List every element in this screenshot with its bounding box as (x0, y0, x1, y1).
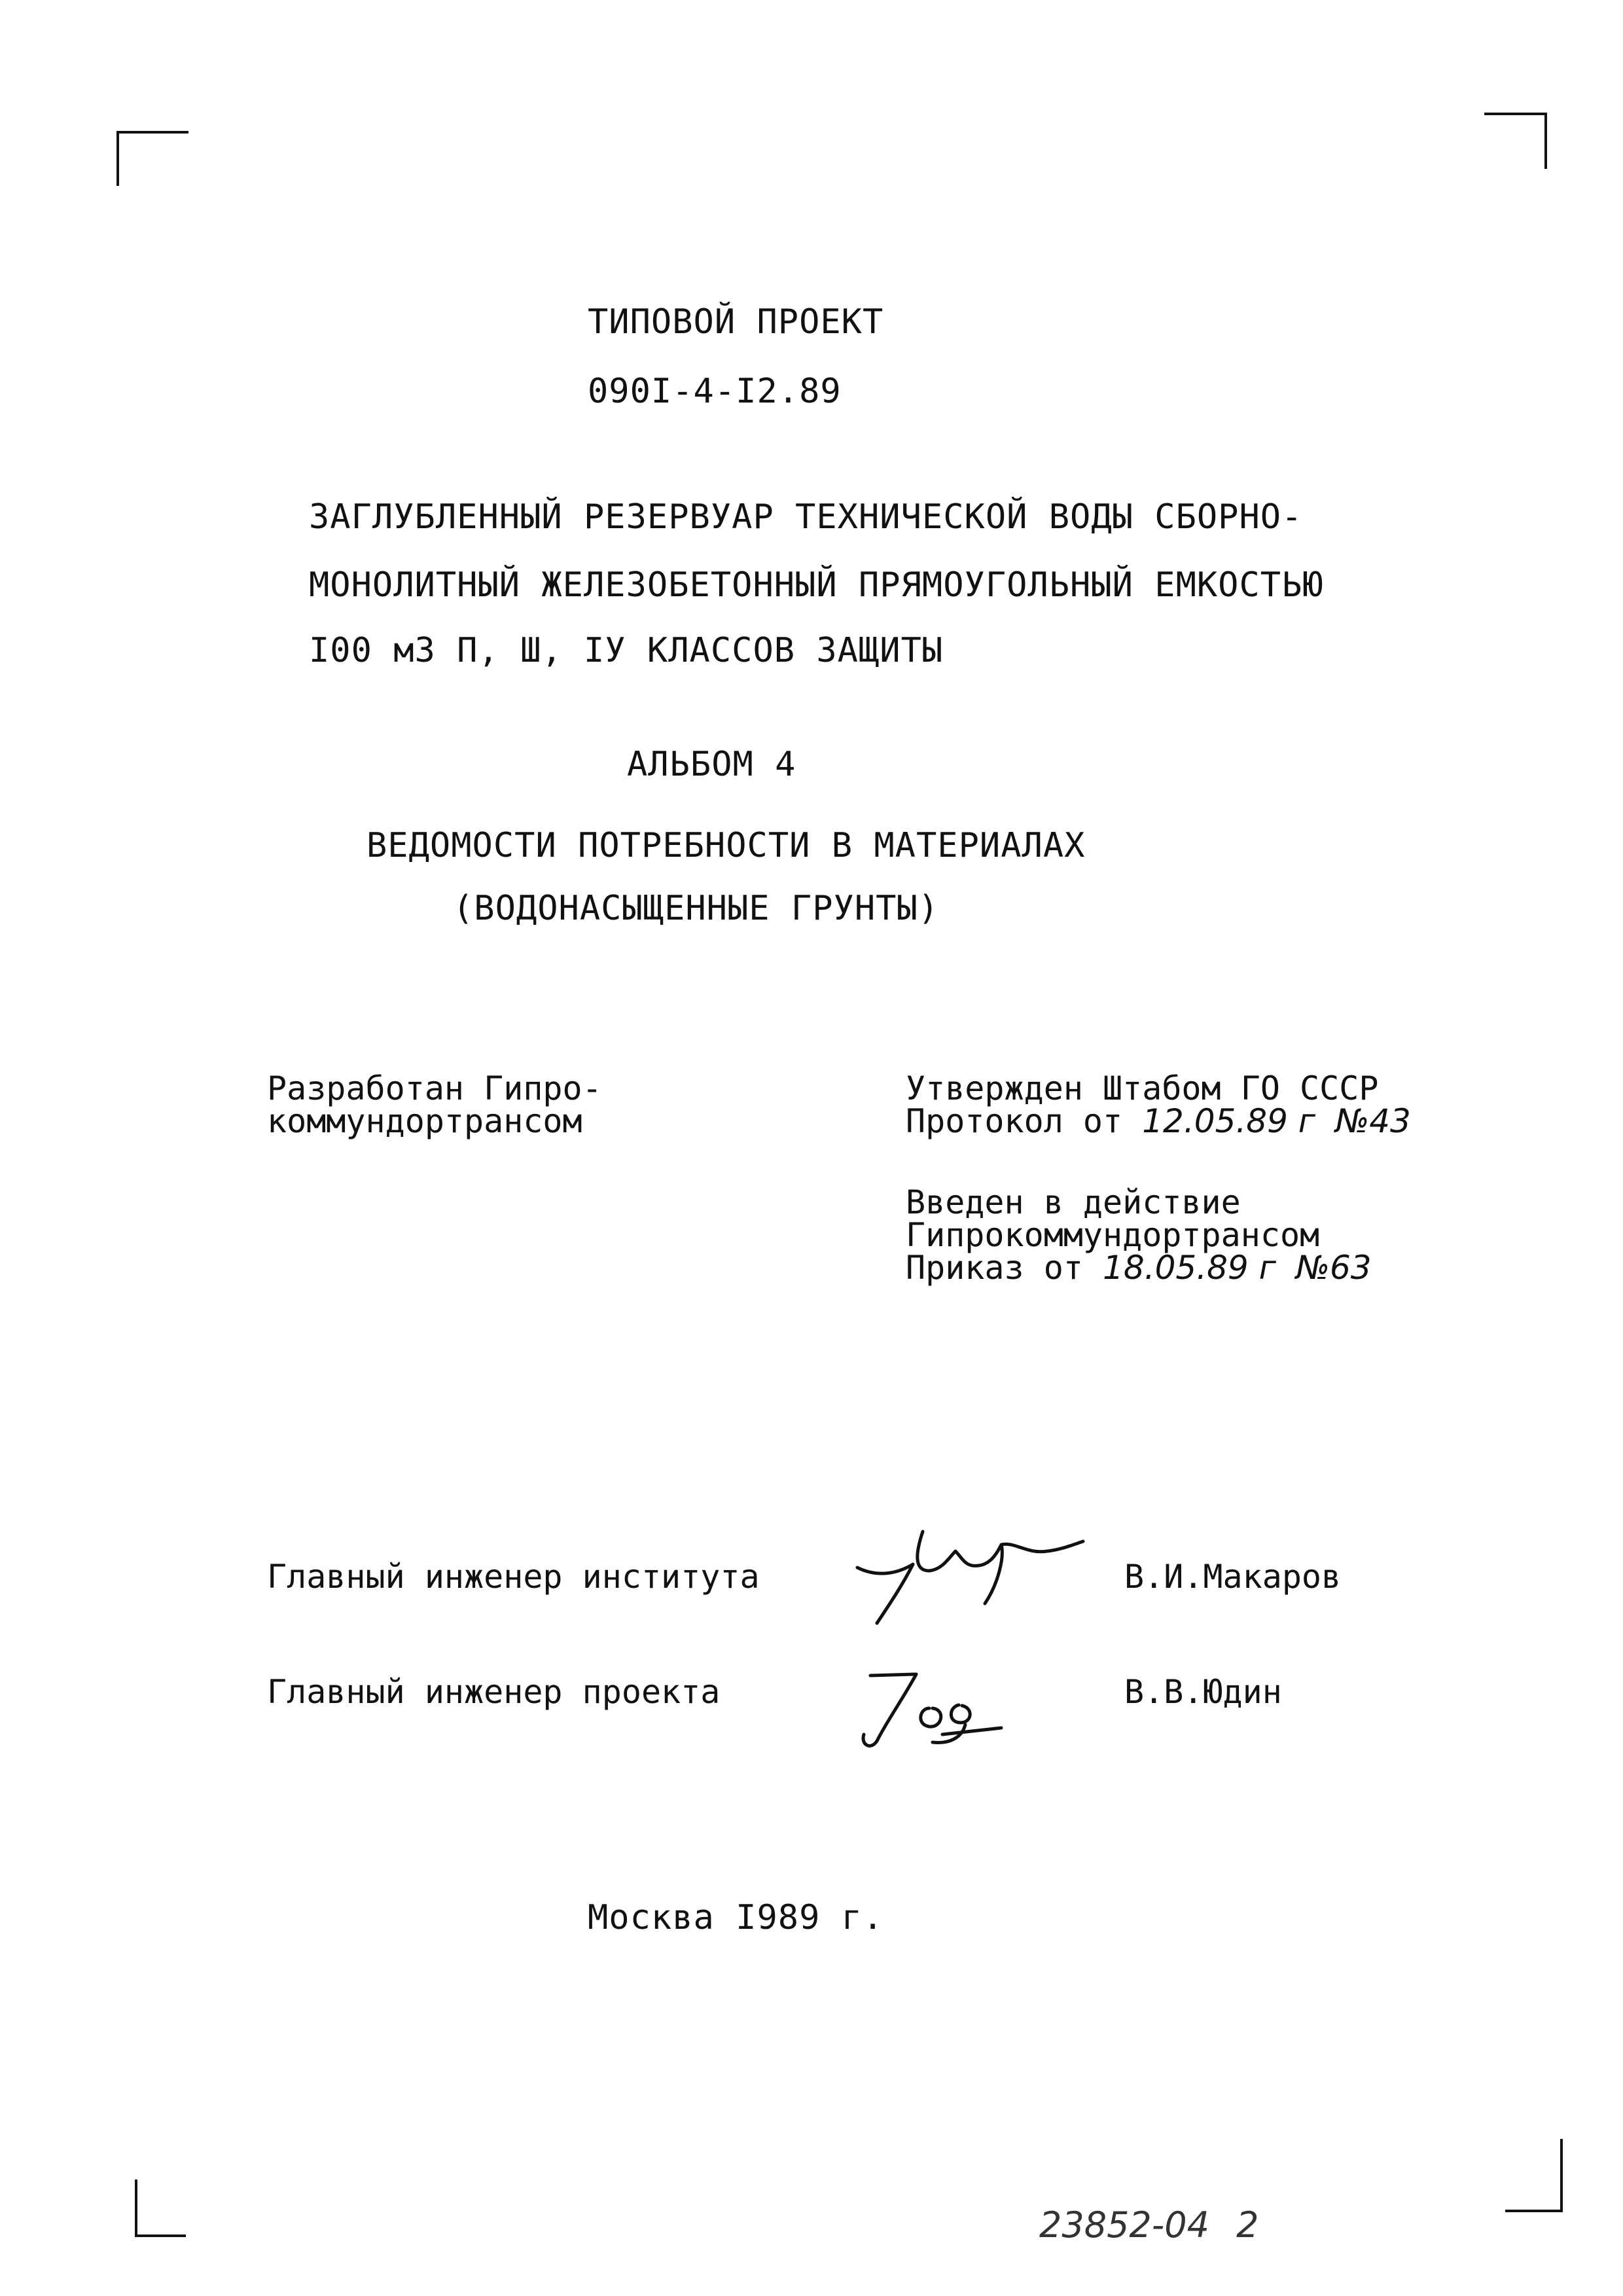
document-kind: ТИПОВОЙ ПРОЕКТ (588, 302, 884, 342)
enactment-line-2: Гипрокоммундортрансом (906, 1216, 1320, 1254)
order-prefix: Приказ от (906, 1249, 1083, 1287)
corner-mark-top-left (116, 131, 188, 186)
signatory-name-1: В.И.Макаров (1124, 1558, 1342, 1596)
corner-mark-top-right (1484, 113, 1547, 169)
protocol-date: 12.05.89 г (1142, 1102, 1316, 1140)
signature-makarov-icon (851, 1505, 1086, 1630)
signatory-role-1: Главный инженер института (267, 1558, 760, 1596)
corner-mark-bottom-left (135, 2179, 186, 2237)
album-label: АЛЬБОМ 4 (627, 745, 796, 784)
approval-line: Утвержден Штабом ГО СССР (906, 1069, 1379, 1107)
enactment-line-1: Введен в действие (906, 1183, 1241, 1221)
signatory-name-2: В.В.Юдин (1124, 1673, 1282, 1711)
developer-line-1: Разработан Гипро- (267, 1069, 602, 1107)
inventory-code: 23852-04 (1039, 2204, 1209, 2246)
title-line-3: I00 м3 П, Ш, IУ КЛАССОВ ЗАЩИТЫ (309, 631, 944, 670)
signature-yudin-icon (851, 1662, 1034, 1754)
page-number: 2 (1236, 2204, 1259, 2246)
signatory-role-2: Главный инженер проекта (267, 1673, 721, 1711)
approval-protocol (906, 1102, 1411, 1140)
enactment-order (906, 1249, 1372, 1287)
project-code: 090I-4-I2.89 (588, 372, 842, 411)
order-date: 18.05.89 г (1103, 1249, 1276, 1287)
developer-line-2: коммундортрансом (267, 1102, 582, 1140)
protocol-prefix: Протокол от (906, 1102, 1123, 1140)
title-line-2: МОНОЛИТНЫЙ ЖЕЛЕЗОБЕТОННЫЙ ПРЯМОУГОЛЬНЫЙ ЕМКОСТЬЮ (309, 565, 1324, 605)
order-number: №63 (1295, 1249, 1372, 1287)
album-subtitle-2: (ВОДОНАСЫЩЕННЫЕ ГРУНТЫ) (453, 889, 940, 928)
corner-mark-bottom-right (1505, 2139, 1563, 2212)
place-year: Москва I989 г. (588, 1898, 884, 1937)
inventory-number (1039, 2204, 1259, 2246)
protocol-number: №43 (1335, 1102, 1411, 1140)
album-subtitle-1: ВЕДОМОСТИ ПОТРЕБНОСТИ В МАТЕРИАЛАХ (366, 826, 1086, 865)
title-line-1: ЗАГЛУБЛЕННЫЙ РЕЗЕРВУАР ТЕХНИЧЕСКОЙ ВОДЫ СБОРНО- (309, 497, 1303, 537)
